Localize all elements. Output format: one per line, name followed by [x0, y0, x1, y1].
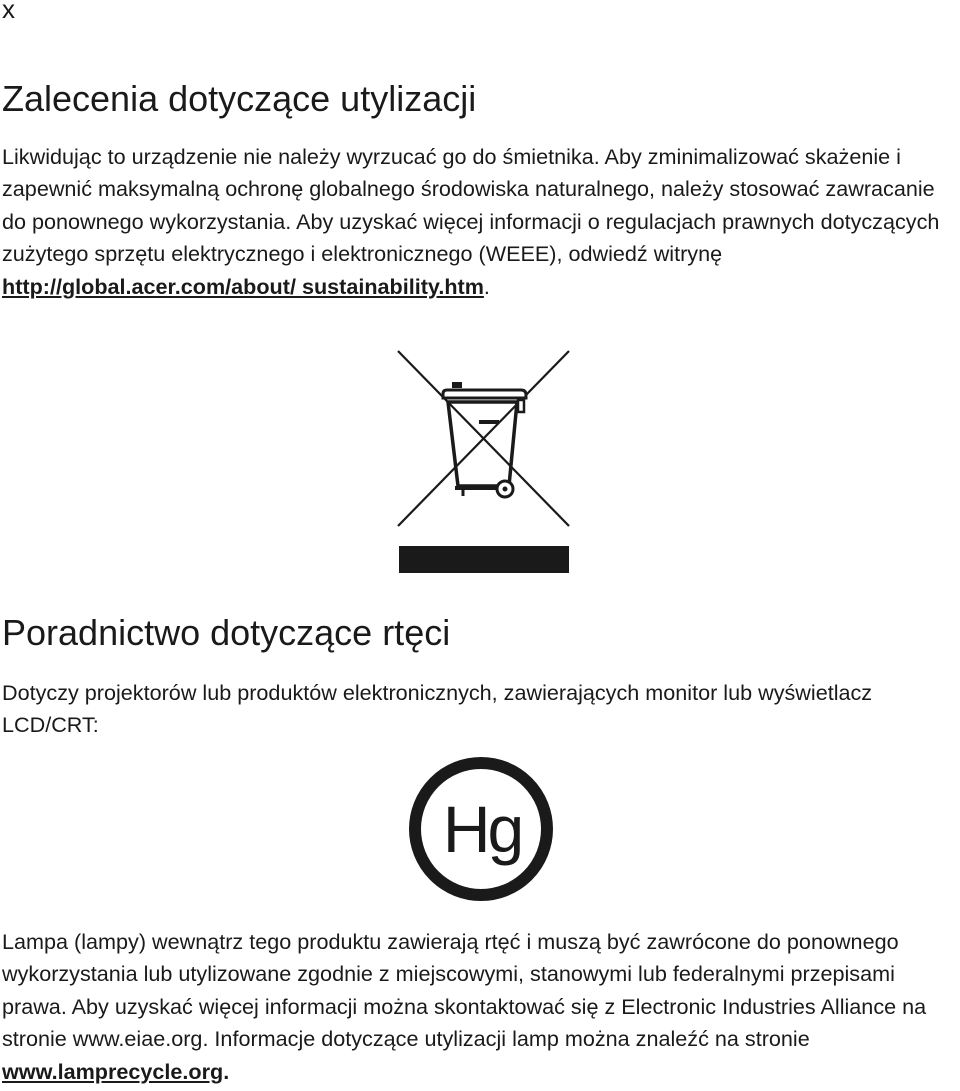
bin-handle: [452, 382, 462, 388]
mercury-paragraph: [2, 926, 960, 1088]
mercury-intro: Dotyczy projektorów lub produktów elektronicznych, zawierających monitor lub wyświetlacz LCD/CRT:: [2, 680, 873, 738]
lamprecycle-link[interactable]: www.lamprecycle.org: [2, 1058, 224, 1084]
hg-label: Hg: [442, 792, 522, 866]
crossed-out-wheelie-bin-icon: [395, 348, 575, 578]
mercury-heading: Poradnictwo dotyczące rtęci: [2, 612, 451, 653]
disposal-paragraph: [2, 141, 960, 303]
disposal-period: .: [483, 273, 490, 299]
hg-mercury-icon: [406, 754, 556, 904]
disposal-heading: Zalecenia dotyczące utylizacji: [2, 78, 477, 119]
bin-body-mark: [479, 420, 499, 424]
acer-sustainability-link[interactable]: http://global.acer.com/about/ sustainability.htm: [2, 273, 484, 299]
disposal-body-text: Likwidując to urządzenie nie należy wyrzucać go do śmietnika. Aby zminimalizować skażenie i zapewnić maksymalną ochronę globalnego środowiska naturalnego, należy stosować zawracanie do ponownego wykorzystania. Aby uzyskać więcej informacji o regulacjach prawnych dotyczących zużytego sprzętu elektrycznego i elektronicznego (WEEE), odwiedź witrynę: [2, 144, 940, 267]
bin-wheel-hub: [503, 487, 508, 492]
mercury-period: .: [223, 1058, 230, 1084]
weee-black-bar: [399, 546, 569, 573]
bin-lid-clip: [518, 400, 524, 412]
bin-lid: [443, 390, 526, 398]
page-marker: x: [2, 0, 15, 24]
mercury-body-text: Lampa (lampy) wewnątrz tego produktu zawierają rtęć i muszą być zawrócone do ponownego wykorzystania lub utylizowane zgodnie z miejscowymi, stanowymi lub federalnymi przepisami prawa. Aby uzyskać więcej informacji można skontaktować się z Electronic Industries Alliance na stronie www.eiae.org. Informacje dotyczące utylizacji lamp można znaleźć na stronie: [2, 929, 927, 1052]
